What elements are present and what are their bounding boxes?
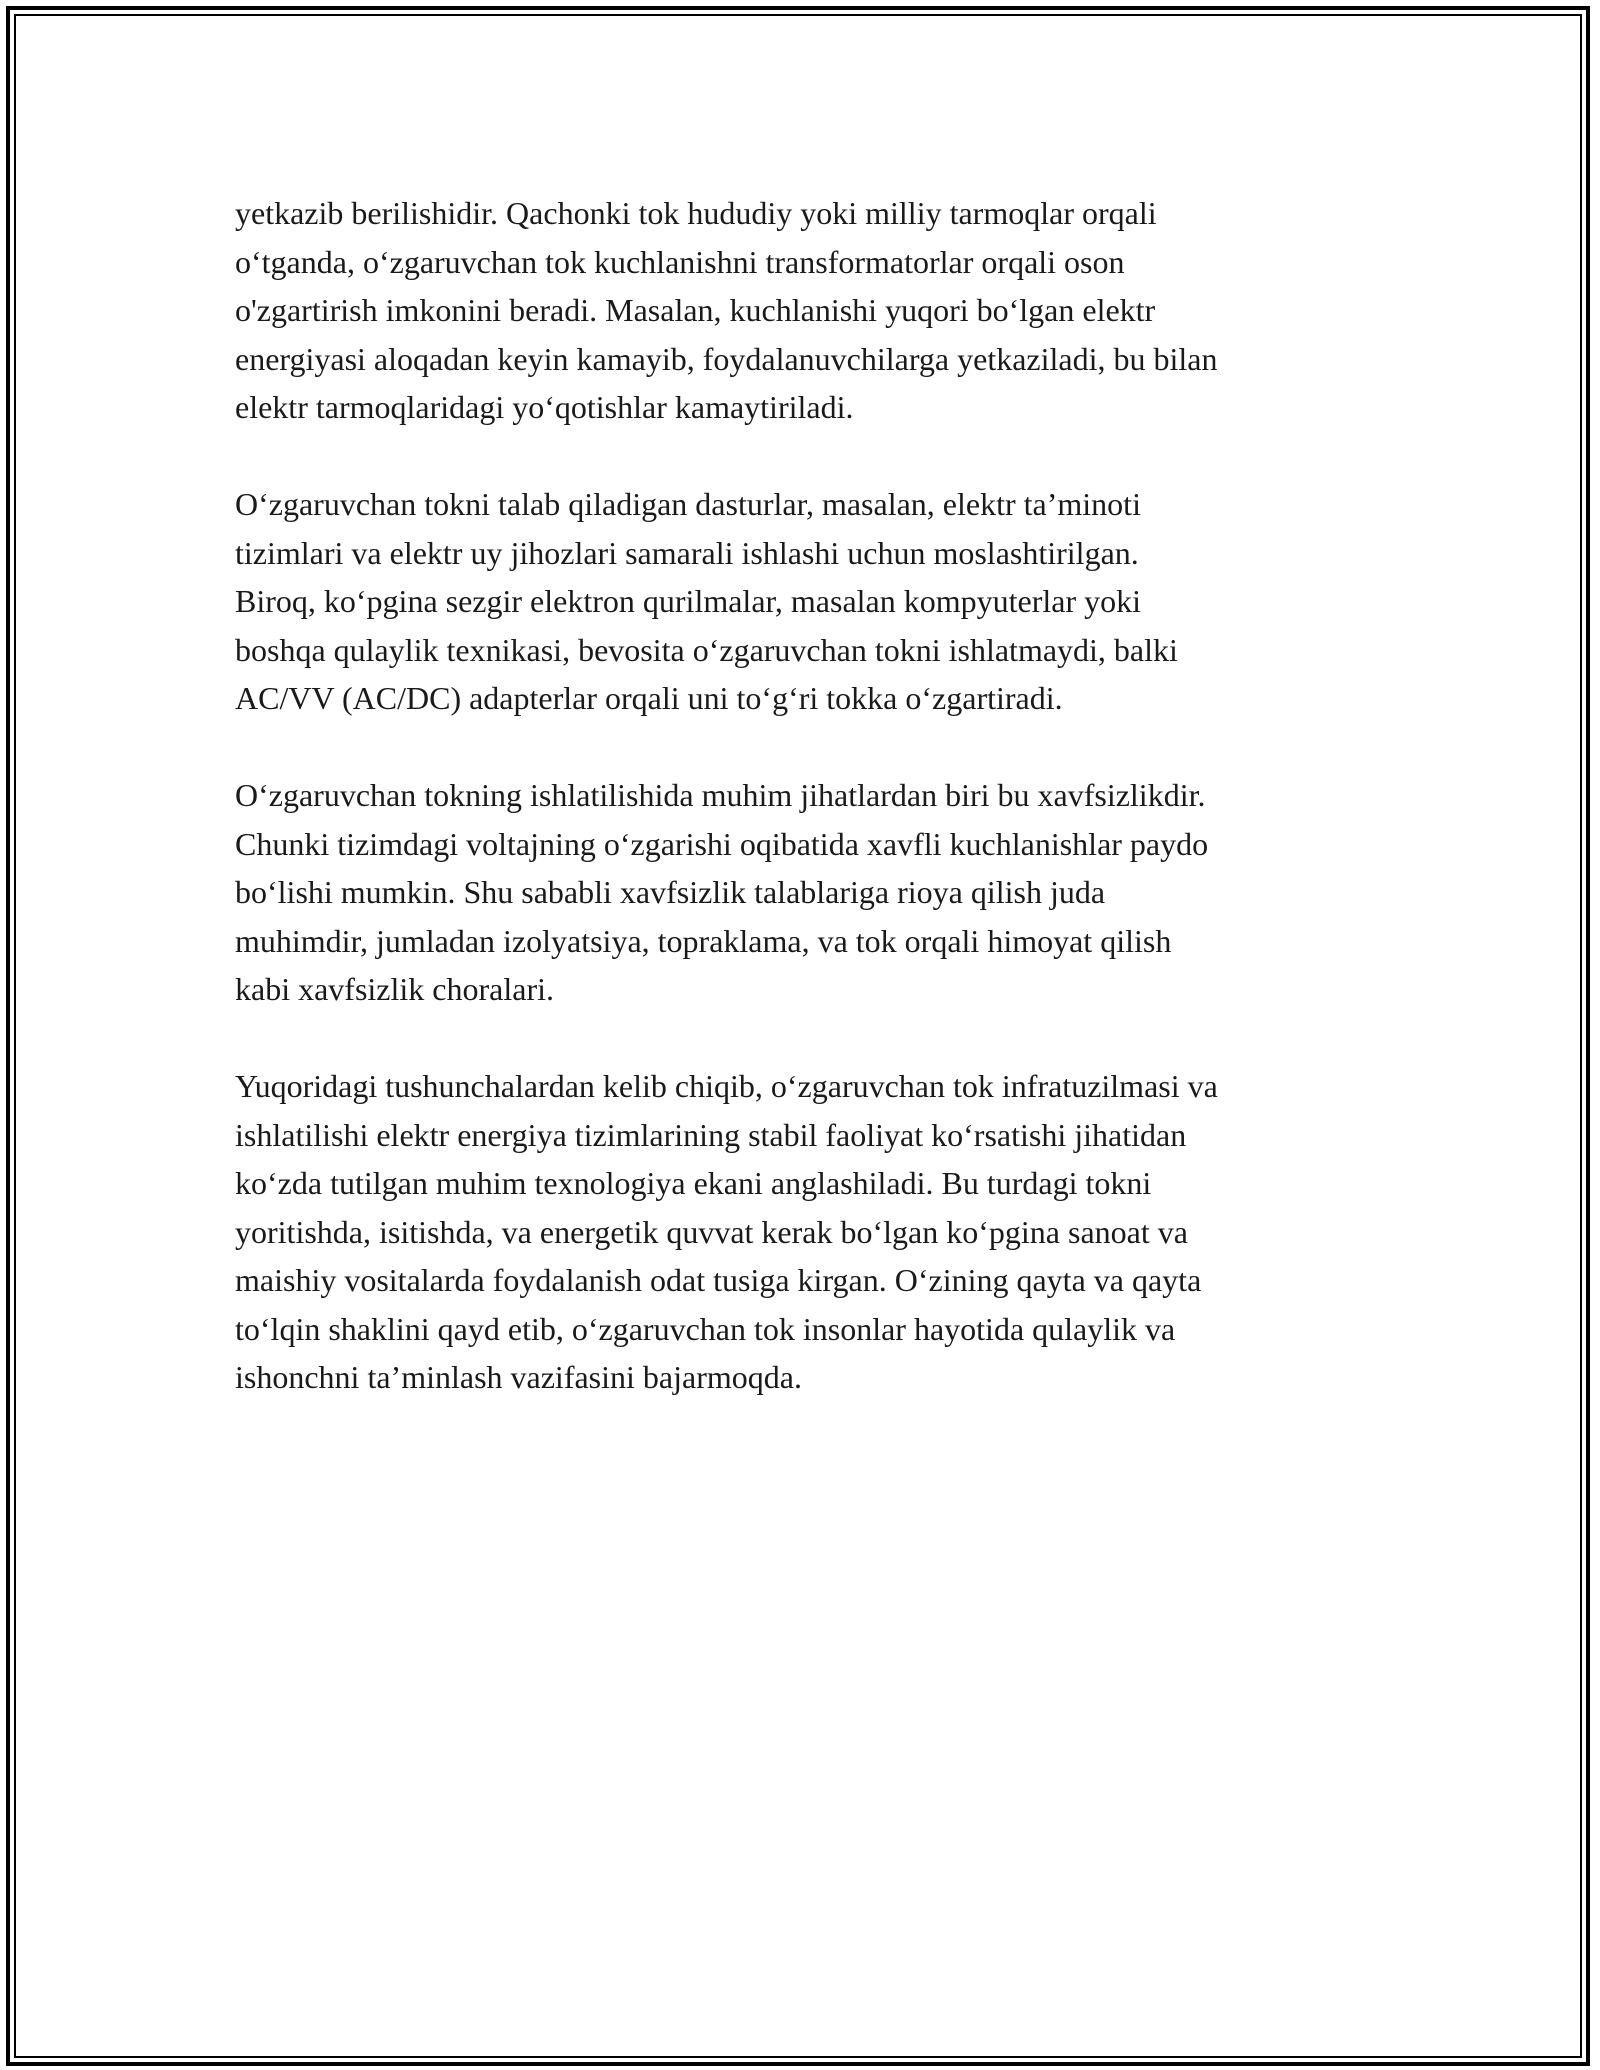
paragraph-3 [235,771,1395,1014]
text-line: elektr tarmoqlaridagi yo‘qotishlar kamaytiriladi. [235,389,854,425]
text-line: energiyasi aloqadan keyin kamayib, foydalanuvchilarga yetkaziladi, bu bilan [235,340,1218,377]
text-line: ko‘zda tutilgan muhim texnologiya ekani anglashiladi. Bu turdagi tokni [235,1165,1152,1201]
document-body [235,189,1395,1402]
paragraph-4 [235,1062,1395,1402]
text-line: ishlatilishi elektr energiya tizimlarining stabil faoliyat ko‘rsatishi jihatidan [235,1116,1187,1153]
text-line: Yuqoridagi tushunchalardan kelib chiqib, o‘zgaruvchan tok infratuzilmasi va [235,1068,1218,1104]
paragraph-2 [235,480,1395,723]
text-line: Biroq, ko‘pgina sezgir elektron qurilmalar, masalan kompyuterlar yoki [235,583,1142,619]
text-line: AC/VV (AC/DC) adapterlar orqali uni to‘g‘ri tokka o‘zgartiradi. [235,680,1063,716]
text-line: yetkazib berilishidir. Qachonki tok hududiy yoki milliy tarmoqlar orqali [235,195,1157,231]
text-line: boshqa qulaylik texnikasi, bevosita o‘zgaruvchan tokni ishlatmaydi, balki [235,631,1178,668]
paragraph-1 [235,189,1395,432]
text-line: ishonchni ta’minlash vazifasini bajarmoqda. [235,1359,802,1395]
text-line: maishiy vositalarda foydalanish odat tusiga kirgan. O‘zining qayta va qayta [235,1262,1202,1298]
text-line: tizimlari va elektr uy jihozlari samarali ishlashi uchun moslashtirilgan. [235,534,1139,571]
text-line: yoritishda, isitishda, va energetik quvvat kerak bo‘lgan ko‘pgina sanoat va [235,1213,1188,1250]
text-line: kabi xavfsizlik choralari. [235,971,554,1007]
text-line: muhimdir, jumladan izolyatsiya, topraklama, va tok orqali himoyat qilish [235,922,1172,959]
text-line: Chunki tizimdagi voltajning o‘zgarishi oqibatida xavfli kuchlanishlar paydo [235,825,1209,862]
text-line: to‘lqin shaklini qayd etib, o‘zgaruvchan tok insonlar hayotida qulaylik va [235,1310,1176,1347]
text-line: o‘tganda, o‘zgaruvchan tok kuchlanishni transformatorlar orqali oson [235,243,1125,280]
text-line: O‘zgaruvchan tokning ishlatilishida muhim jihatlardan biri bu xavfsizlikdir. [235,777,1206,813]
text-line: o'zgartirish imkonini beradi. Masalan, kuchlanishi yuqori bo‘lgan elektr [235,292,1156,328]
text-line: bo‘lishi mumkin. Shu sababli xavfsizlik talablariga rioya qilish juda [235,874,1106,910]
text-line: O‘zgaruvchan tokni talab qiladigan dasturlar, masalan, elektr ta’minoti [235,486,1141,522]
